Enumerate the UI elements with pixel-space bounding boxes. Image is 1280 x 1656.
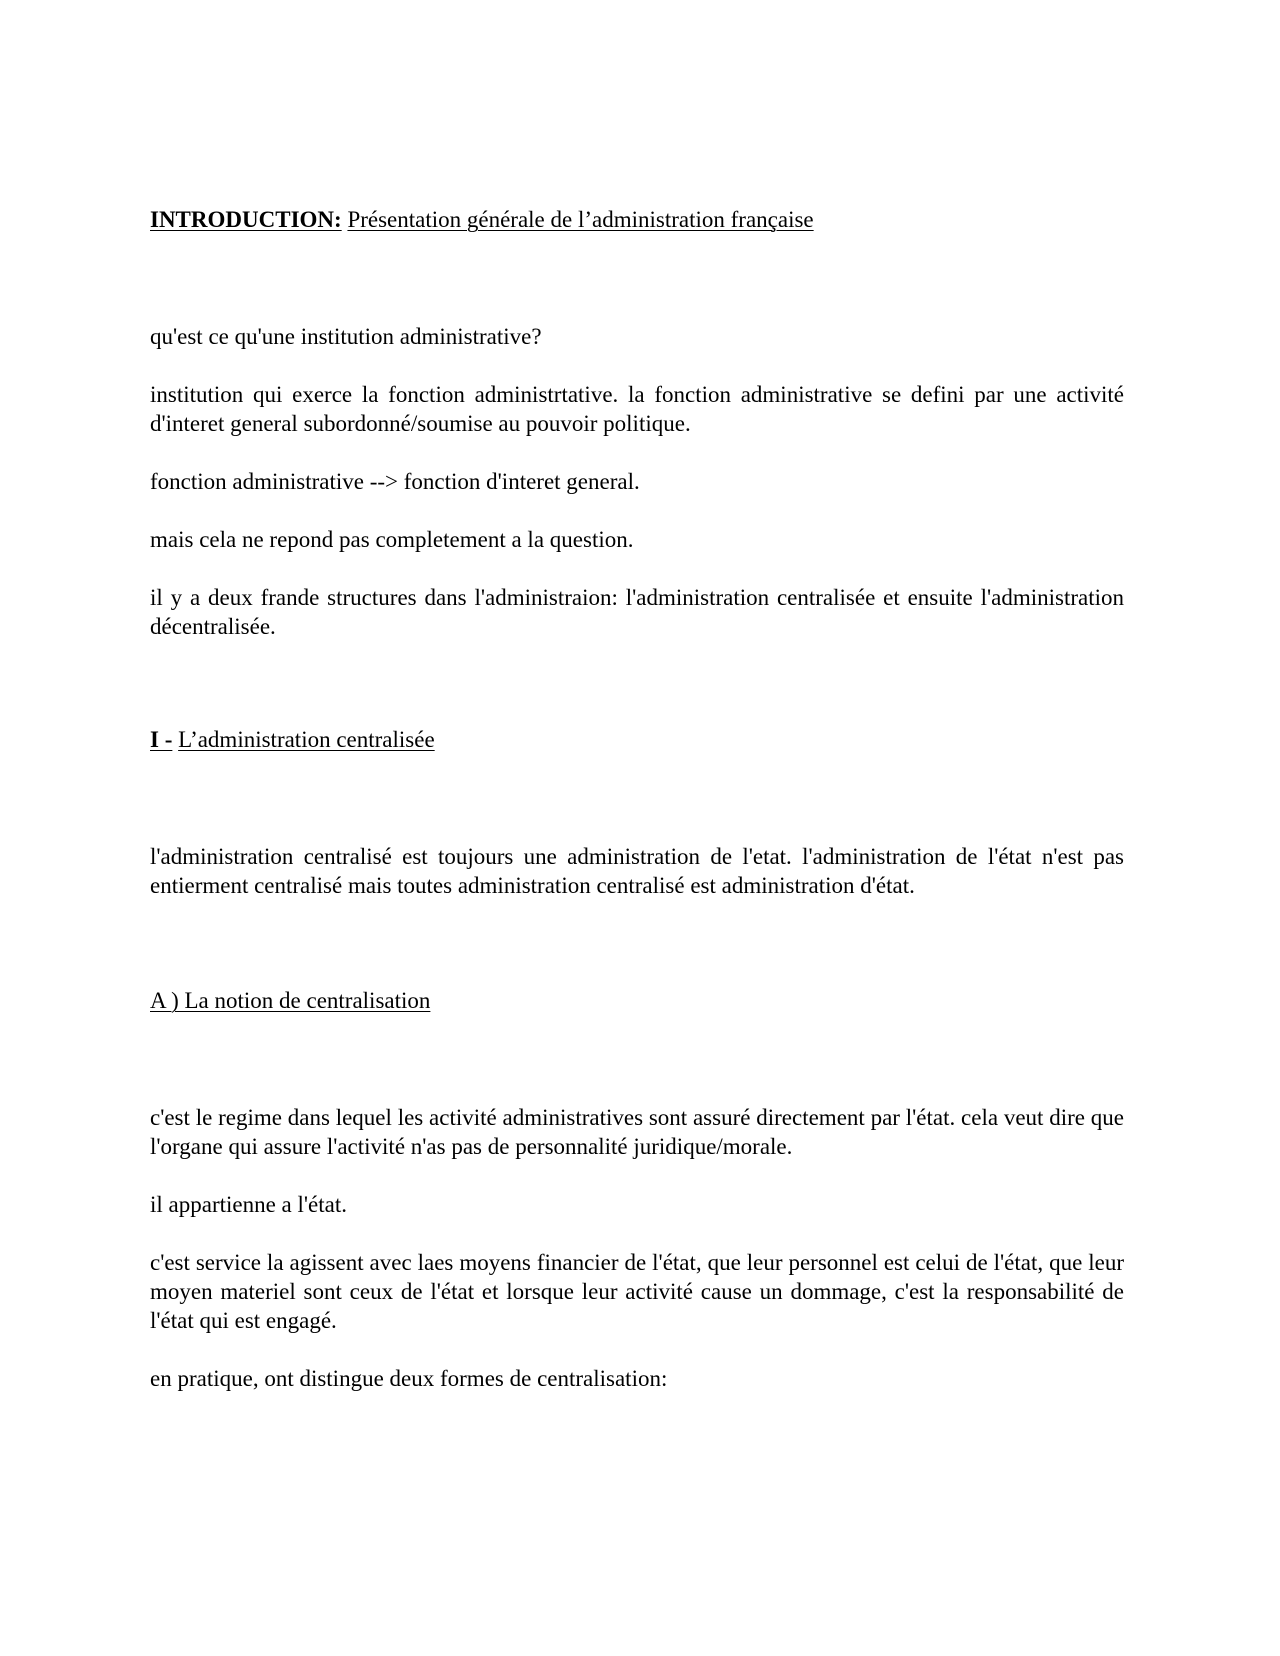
intro-question: qu'est ce qu'une institution administrative? [150, 324, 542, 349]
intro-paragraph-definition: institution qui exerce la fonction administrtative. la fonction administrative se defini par une activité d'interet general subordonné/soumise au pouvoir politique. [150, 382, 1124, 436]
section-1-label: I - [150, 727, 173, 752]
document-title [150, 205, 1124, 234]
intro-paragraph-question: mais cela ne repond pas completement a la question. [150, 527, 634, 552]
section-1-title: L’administration centralisée [178, 727, 435, 752]
title-text: Présentation générale de l’administration française [347, 207, 814, 232]
section-1-paragraph: l'administration centralisé est toujours une administration de l'etat. l'administration de l'état n'est pas entierment centralisé mais toutes administration centralisé est administration d'état. [150, 844, 1124, 898]
title-label: INTRODUCTION: [150, 207, 342, 232]
section-1-heading [150, 725, 1124, 754]
section-a-heading [150, 986, 1124, 1015]
section-a-title: A ) La notion de centralisation [150, 988, 431, 1013]
section-a-paragraph-pratique: en pratique, ont distingue deux formes de centralisation: [150, 1366, 668, 1391]
section-a-paragraph-service: c'est service la agissent avec laes moyens financier de l'état, que leur personnel est celui de l'état, que leur moyen materiel sont ceux de l'état et lorsque leur activité cause un dommage, c'est la responsabilité de l'état qui est engagé. [150, 1250, 1124, 1333]
section-a-paragraph-appartient: il appartienne a l'état. [150, 1192, 347, 1217]
section-a-paragraph-regime: c'est le regime dans lequel les activité administratives sont assuré directement par l'état. cela veut dire que l'organe qui assure l'activité n'as pas de personnalité juridique/morale. [150, 1105, 1124, 1159]
intro-paragraph-fonction: fonction administrative --> fonction d'interet general. [150, 469, 640, 494]
intro-paragraph-structures: il y a deux frande structures dans l'administraion: l'administration centralisée et ensuite l'administration décentralisée. [150, 585, 1124, 639]
